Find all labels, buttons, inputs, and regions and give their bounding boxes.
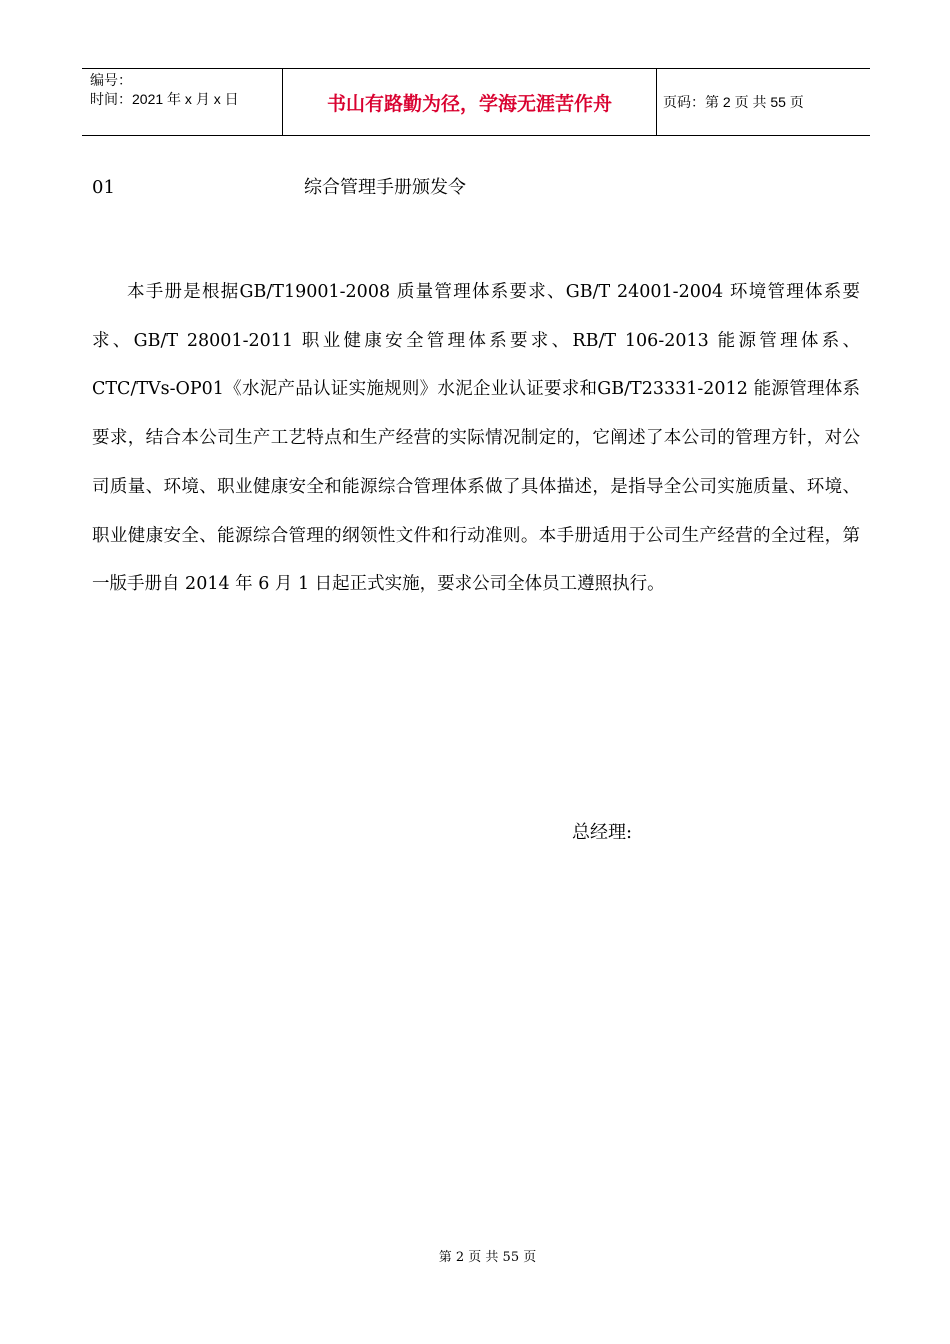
page-header: [82, 68, 870, 136]
section-number: 01: [92, 177, 115, 198]
header-motto: 书山有路勤为径，学海无涯苦作舟: [282, 69, 657, 135]
header-meta: [82, 69, 282, 135]
body-paragraph: 本手册是根据GB/T19001-2008 质量管理体系要求、GB/T 24001-2004 环境管理体系要求、GB/T 28001-2011 职业健康安全管理体系要求、RB/T 106-2013 能源管理体系、CTC/TVs-OP01《水泥产品认证实施规则》水泥企业认证要求和GB/T23331-2012 能源管理体系要求，结合本公司生产工艺特点和生产经营的实际情况制定的，它阐述了本公司的管理方针，对公司质量、环境、职业健康安全和能源综合管理体系做了具体描述，是指导全公司实施质量、环境、职业健康安全、能源综合管理的纲领性文件和行动准则。本手册适用于公司生产经营的全过程，第一版手册自 2014 年 6 月 1 日起正式实施，要求公司全体员工遵照执行。: [92, 282, 860, 595]
document-number-label: 编号：: [90, 72, 132, 88]
header-page-info: 页码：第 2 页 共 55 页: [663, 94, 804, 110]
signature-label: 总经理:: [572, 822, 633, 843]
section-heading: [92, 173, 466, 199]
section-title: 综合管理手册颁发令: [304, 177, 466, 198]
page-footer: 第 2 页 共 55 页: [438, 1250, 537, 1265]
document-time-label: 时间：2021 年 x 月 x 日: [90, 91, 239, 107]
